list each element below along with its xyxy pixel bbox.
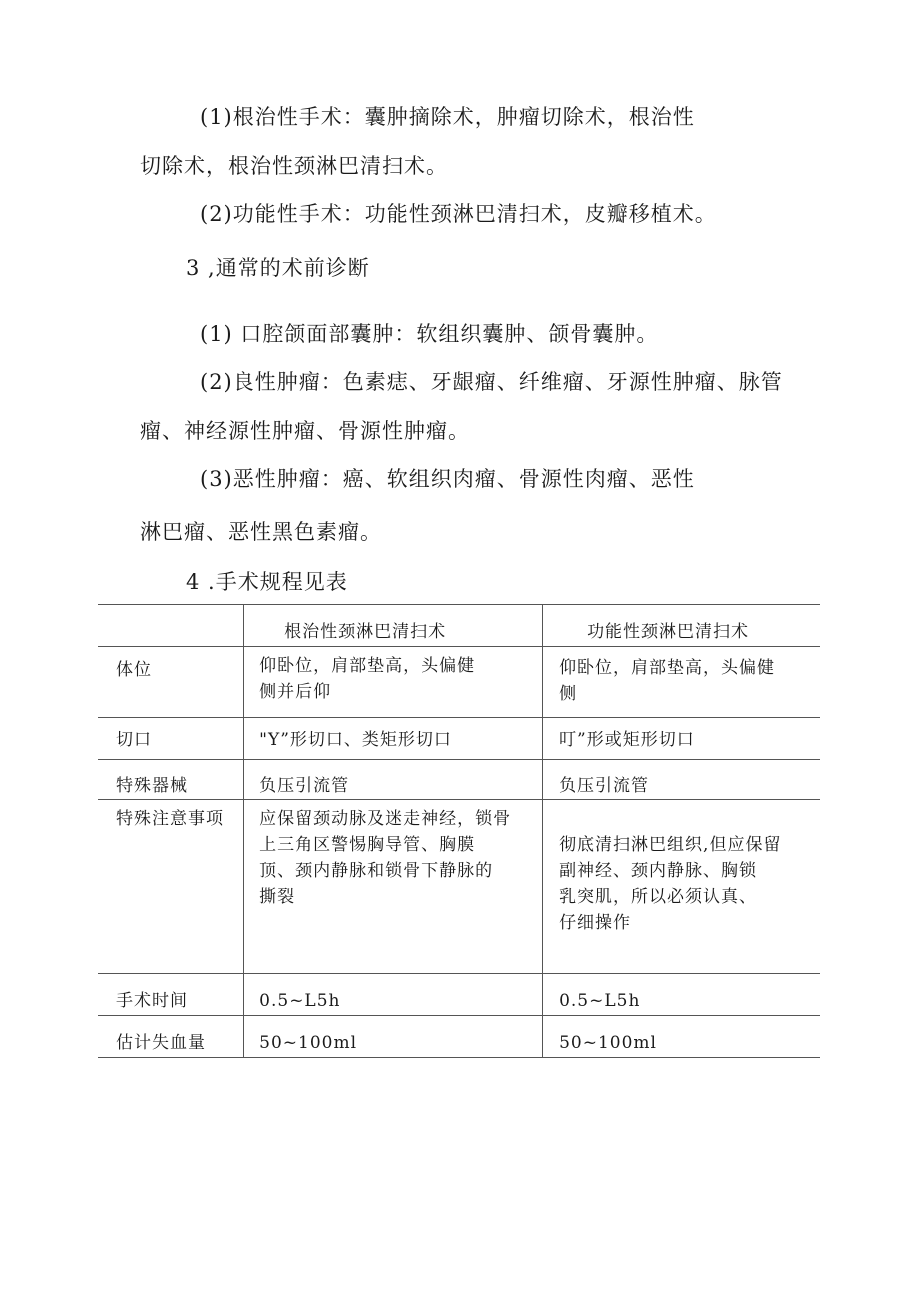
- table-cell: 0.5~L5h: [543, 974, 820, 1016]
- table-cell: 应保留颈动脉及迷走神经，锁骨 上三角区警惕胸导管、胸膜 顶、颈内静脉和锁骨下静脉的 撕裂: [259, 809, 512, 907]
- paragraph-surgery-type-1: (1)根治性手术：囊肿摘除术，肿瘤切除术，根治性: [200, 105, 695, 129]
- table-header-cell: 根治性颈淋巴清扫术: [244, 605, 543, 647]
- table-row-label: 特殊注意事项: [98, 800, 244, 974]
- section-heading-3: 3 ,通常的术前诊断: [186, 256, 370, 280]
- table-cell: 负压引流管: [543, 760, 820, 800]
- table-header-cell: [98, 605, 244, 647]
- diagnosis-item-2: (2)良性肿瘤：色素痣、牙龈瘤、纤维瘤、牙源性肿瘤、脉管: [200, 370, 783, 394]
- table-header-cell: 功能性颈淋巴清扫术: [543, 605, 820, 647]
- table-cell: 仰卧位，肩部垫高，头偏健 侧: [559, 658, 776, 704]
- table-row-label: 估计失血量: [98, 1016, 244, 1058]
- table-cell: 叮”形或矩形切口: [543, 718, 820, 760]
- diagnosis-item-2-cont: 瘤、神经源性肿瘤、骨源性肿瘤。: [140, 419, 470, 443]
- paragraph-surgery-type-2: (2)功能性手术：功能性颈淋巴清扫术，皮瓣移植术。: [200, 202, 717, 226]
- table-row: [98, 800, 820, 974]
- table-cell: 彻底清扫淋巴组织,但应保留 副神经、颈内静脉、胸锁 乳突肌，所以必须认真、 仔细操作: [559, 835, 782, 933]
- table-cell: 50~100ml: [543, 1016, 820, 1058]
- table-cell: 0.5~L5h: [244, 974, 543, 1016]
- table-cell: "Y”形切口、类矩形切口: [244, 718, 543, 760]
- table-row: [98, 718, 820, 760]
- table-cell: 50~100ml: [244, 1016, 543, 1058]
- table-header-row: [98, 605, 820, 647]
- diagnosis-item-1: (1) 口腔颌面部囊肿：软组织囊肿、颌骨囊肿。: [200, 322, 659, 346]
- diagnosis-item-3-cont: 淋巴瘤、恶性黑色素瘤。: [140, 520, 382, 544]
- section-heading-4: 4 .手术规程见表: [186, 570, 348, 594]
- table-row: [98, 647, 820, 718]
- table-cell: 仰卧位，肩部垫高，头偏健 侧并后仰: [259, 656, 476, 702]
- table-row-label: 手术时间: [98, 974, 244, 1016]
- table-cell: 负压引流管: [244, 760, 543, 800]
- table-row-label: 特殊器械: [98, 760, 244, 800]
- diagnosis-item-3: (3)恶性肿瘤：癌、软组织肉瘤、骨源性肉瘤、恶性: [200, 467, 695, 491]
- table-row-label: 切口: [98, 718, 244, 760]
- table-row: [98, 760, 820, 800]
- procedure-table: [98, 604, 820, 1058]
- table-row-label: 体位: [98, 647, 244, 718]
- table-row: [98, 974, 820, 1016]
- paragraph-surgery-type-1-cont: 切除术，根治性颈淋巴清扫术。: [140, 154, 448, 178]
- table-row: [98, 1016, 820, 1058]
